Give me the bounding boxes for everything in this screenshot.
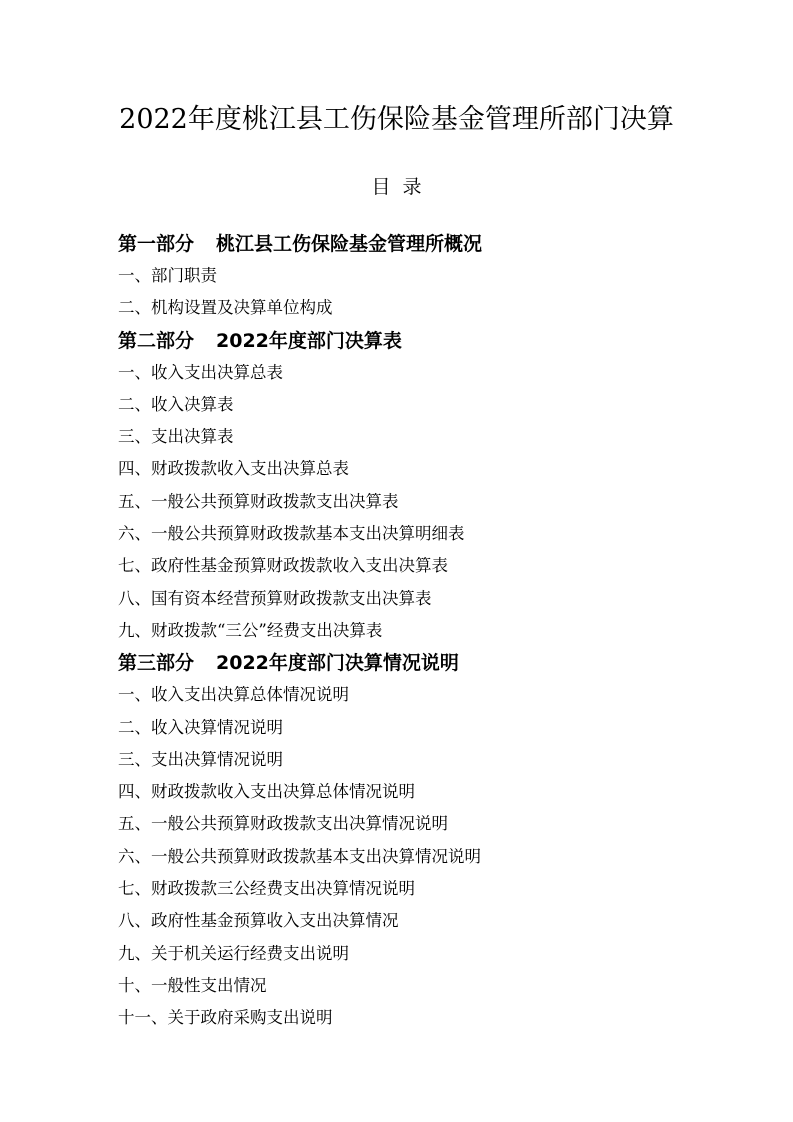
toc-part-1-label: 第一部分 [118,233,195,255]
toc-item[interactable]: 一、收入支出决算总体情况说明 [118,685,349,705]
toc-item[interactable]: 五、一般公共预算财政拨款支出决算情况说明 [118,814,448,834]
toc-item[interactable]: 十一、关于政府采购支出说明 [118,1008,333,1028]
toc-part-1-title: 桃江县工伤保险基金管理所概况 [216,233,483,255]
toc-item[interactable]: 一、部门职责 [118,266,217,285]
toc-item[interactable]: 九、财政拨款“三公”经费支出决算表 [118,620,383,640]
table-of-contents [118,228,738,1035]
toc-item[interactable]: 九、关于机关运行经费支出说明 [118,943,349,963]
toc-item[interactable]: 二、收入决算情况说明 [118,717,283,737]
toc-part-3-title: 2022年度部门决算情况说明 [216,652,459,675]
toc-item[interactable]: 四、财政拨款收入支出决算总体情况说明 [118,782,415,802]
toc-item[interactable]: 十、一般性支出情况 [118,975,267,995]
toc-item[interactable]: 八、政府性基金预算收入支出决算情况 [118,911,399,931]
toc-heading: 目录 [371,176,434,198]
toc-item[interactable]: 一、收入支出决算总表 [118,362,283,382]
toc-item[interactable]: 七、财政拨款三公经费支出决算情况说明 [118,879,415,899]
toc-item[interactable]: 二、机构设置及决算单位构成 [118,298,333,318]
toc-part-2-title: 2022年度部门决算表 [216,329,402,352]
toc-item[interactable]: 八、国有资本经营预算财政拨款支出决算表 [118,588,432,608]
toc-part-3-heading[interactable] [118,647,738,679]
toc-item[interactable]: 六、一般公共预算财政拨款基本支出决算情况说明 [118,846,481,866]
toc-part-3-label: 第三部分 [118,652,195,675]
toc-part-2-label: 第二部分 [118,329,195,352]
toc-item[interactable]: 七、政府性基金预算财政拨款收入支出决算表 [118,556,448,576]
toc-item[interactable]: 六、一般公共预算财政拨款基本支出决算明细表 [118,524,465,544]
toc-part-2-heading[interactable] [118,325,738,357]
document-title: 2022年度桃江县工伤保险基金管理所部门决算 [119,104,674,135]
toc-item[interactable]: 二、收入决算表 [118,394,234,414]
toc-item[interactable]: 五、一般公共预算财政拨款支出决算表 [118,491,399,511]
toc-item[interactable]: 四、财政拨款收入支出决算总表 [118,459,349,479]
toc-item[interactable]: 三、支出决算表 [118,427,234,447]
toc-part-1-heading[interactable] [118,228,738,260]
toc-item[interactable]: 三、支出决算情况说明 [118,749,283,769]
